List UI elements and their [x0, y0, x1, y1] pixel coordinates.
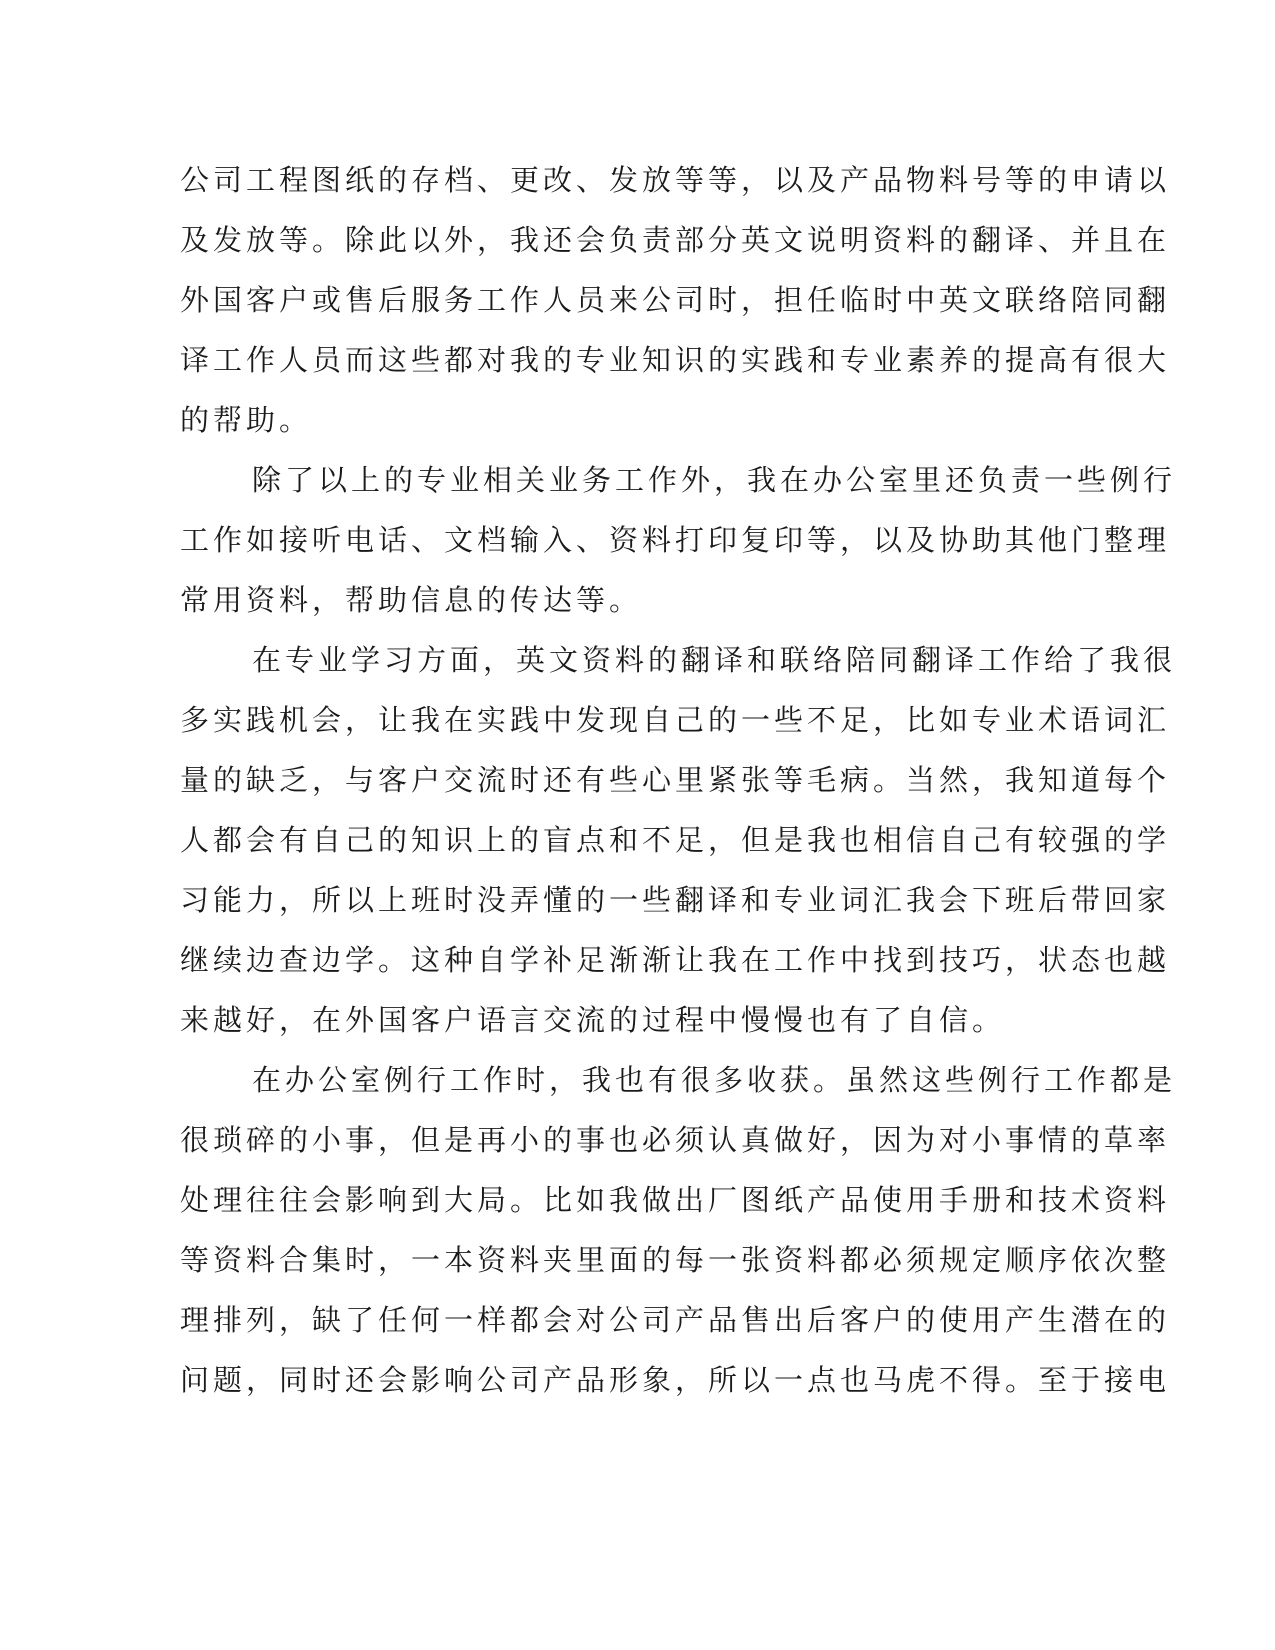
text-line: 习能力，所以上班时没弄懂的一些翻译和专业词汇我会下班后带回家: [180, 883, 1171, 917]
text-line: 公司工程图纸的存档、更改、发放等等，以及产品物料号等的申请以: [180, 163, 1171, 197]
text-line: 在办公室例行工作时，我也有很多收获。虽然这些例行工作都是: [252, 1063, 1177, 1097]
text-line: 处理往往会影响到大局。比如我做出厂图纸产品使用手册和技术资料: [180, 1183, 1171, 1217]
text-line: 的帮助。: [180, 403, 313, 437]
text-line: 常用资料，帮助信息的传达等。: [180, 583, 643, 617]
text-line: 译工作人员而这些都对我的专业知识的实践和专业素养的提高有很大: [180, 343, 1171, 377]
text-line: 除了以上的专业相关业务工作外，我在办公室里还负责一些例行: [252, 463, 1177, 497]
text-line: 等资料合集时，一本资料夹里面的每一张资料都必须规定顺序依次整: [180, 1243, 1171, 1277]
text-line: 及发放等。除此以外，我还会负责部分英文说明资料的翻译、并且在: [180, 223, 1171, 257]
text-line: 来越好，在外国客户语言交流的过程中慢慢也有了自信。: [180, 1003, 1006, 1037]
text-line: 问题，同时还会影响公司产品形象，所以一点也马虎不得。至于接电: [180, 1363, 1171, 1397]
text-line: 继续边查边学。这种自学补足渐渐让我在工作中找到技巧，状态也越: [180, 943, 1171, 977]
text-line: 在专业学习方面，英文资料的翻译和联络陪同翻译工作给了我很: [252, 643, 1177, 677]
text-line: 外国客户或售后服务工作人员来公司时，担任临时中英文联络陪同翻: [180, 283, 1171, 317]
text-line: 多实践机会，让我在实践中发现自己的一些不足，比如专业术语词汇: [180, 703, 1171, 737]
text-line: 很琐碎的小事，但是再小的事也必须认真做好，因为对小事情的草率: [180, 1123, 1171, 1157]
text-line: 人都会有自己的知识上的盲点和不足，但是我也相信自己有较强的学: [180, 823, 1171, 857]
text-line: 工作如接听电话、文档输入、资料打印复印等，以及协助其他门整理: [180, 523, 1171, 557]
text-line: 理排列，缺了任何一样都会对公司产品售出后客户的使用产生潜在的: [180, 1303, 1171, 1337]
body-text: [180, 150, 1177, 1410]
text-line: 量的缺乏，与客户交流时还有些心里紧张等毛病。当然，我知道每个: [180, 763, 1171, 797]
